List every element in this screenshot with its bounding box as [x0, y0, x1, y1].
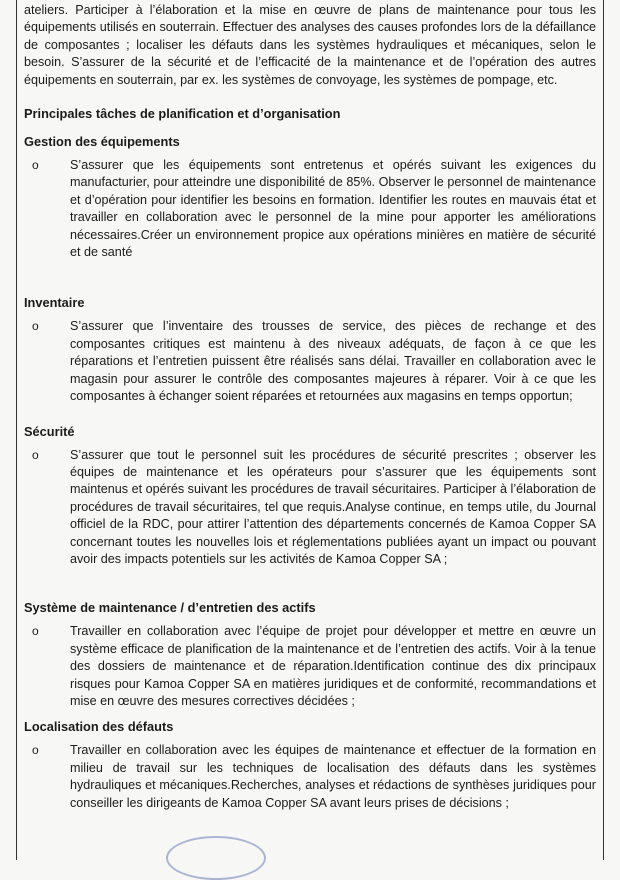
section-bullet-item — [24, 742, 596, 812]
intro-paragraph: ateliers. Participer à l’élaboration et la mise en œuvre de plans de maintenance pour tous les équipements utilisés en souterrain. Effectuer des analyses des causes profondes lors de la défaillance de composantes ; localiser les défauts dans les systèmes hydrauliques et mécaniques, selon le besoin. S’assurer de la sécurité et de l’efficacité de la maintenance et de l’opération des autres équipements en souterrain, par ex. les systèmes de convoyage, les systèmes de pompage, etc. — [24, 3, 596, 87]
bullet-marker: o — [32, 158, 39, 173]
section-text: Travailler en collaboration avec les équipes de maintenance et effectuer de la formation en milieu de travail sur les techniques de localisation des défauts dans les systèmes hydrauliques et mécaniques.Recherches, analyses et rédactions de synthèses juridiques pour conseiller les dirigeants de Kamoa Copper SA avant leurs prises de décisions ; — [70, 743, 596, 810]
section-text: S’assurer que les équipements sont entretenus et opérés suivant les exigences du manufacturier, pour atteindre une disponibilité de 85%. Observer le personnel de maintenance et d’opération pour identifier les besoins en formation. Identifier les routes en mauvais état et travailler en collaboration avec le personnel de la mine pour apporter les améliorations nécessaires.Créer un environnement propice aux opérations minières en matière de sécurité et de santé — [70, 158, 596, 260]
bullet-marker: o — [32, 447, 39, 462]
bullet-marker: o — [32, 624, 39, 639]
section-text: S’assurer que l’inventaire des trousses de service, des pièces de rechange et des composantes critiques est maintenu à des niveaux adéquats, de façon à ce que les réparations et l’entretien puissent être réalisés sans délai. Travailler en collaboration avec le magasin pour assurer le contrôle des composantes majeures à réparer. Voir à ce que les composantes à échanger soient réparées et retournées aux magasins en temps opportun; — [70, 319, 596, 404]
main-heading: Principales tâches de planification et d’organisation — [24, 106, 341, 122]
section-bullet-item — [24, 623, 596, 710]
section-title: Gestion des équipements — [24, 134, 180, 150]
section-text: Travailler en collaboration avec l’équipe de projet pour développer et mettre en œuvre un système efficace de planification de la maintenance et de l’entretien des actifs. Voir à la tenue des dossiers de maintenance et de réparation.Identification continue des dix principaux risques pour Kamoa Copper SA en matières juridiques et de conformité, recommandations et mise en œuvre des mesures correctives décidées ; — [70, 624, 596, 708]
bullet-marker: o — [32, 319, 39, 334]
section-title: Système de maintenance / d’entretien des actifs — [24, 600, 316, 616]
section-text: S’assurer que tout le personnel suit les procédures de sécurité prescrites ; observer les équipes de maintenance et les opérateurs pour s’assurer que les équipements sont maintenus et opérés suivant les procédures de travail sécuritaires. Participer à l’élaboration de procédures de travail sécuritaires, tel que requis.Analyse continue, en temps utile, du Journal officiel de la RDC, pour attirer l’attention des départements concernés de Kamoa Copper SA concernant toutes les nouvelles lois et réglementations publiées ayant un impact ou pouvant avoir des impacts potentiels sur les activités de Kamoa Copper SA ; — [70, 447, 596, 566]
section-bullet-item — [24, 447, 596, 569]
section-bullet-item — [24, 157, 596, 261]
section-title: Localisation des défauts — [24, 719, 174, 735]
section-title: Inventaire — [24, 295, 85, 311]
section-bullet-item — [24, 318, 596, 405]
stamp-seal — [166, 836, 266, 880]
bullet-marker: o — [32, 743, 39, 758]
section-title: Sécurité — [24, 423, 75, 439]
document-body — [24, 2, 596, 812]
